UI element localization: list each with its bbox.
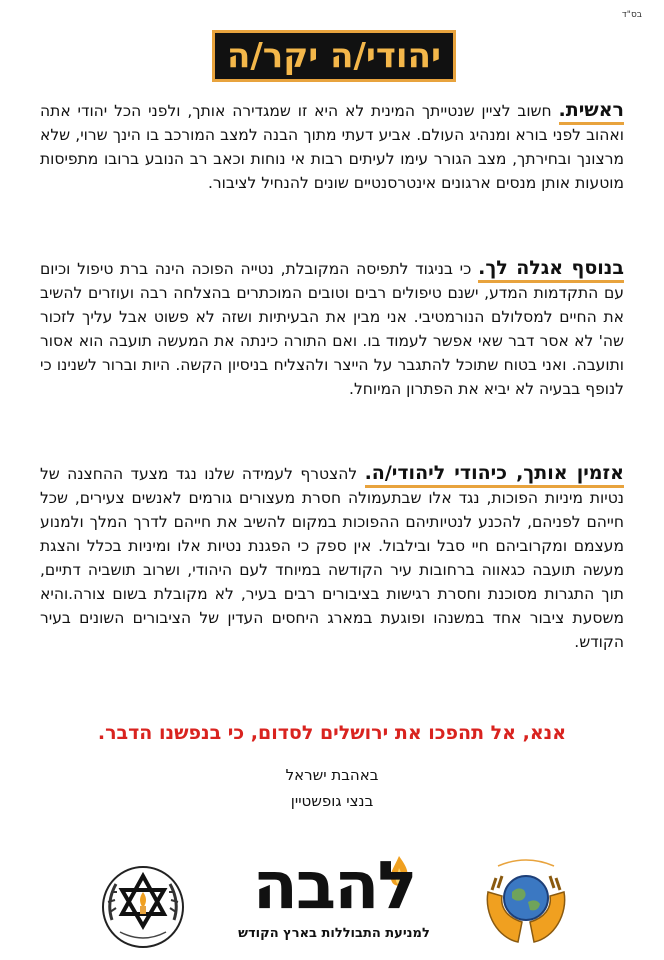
hands-holding-globe-icon: [478, 852, 574, 950]
signature-name: בנצי גופשטיין: [290, 792, 374, 810]
paragraph-first: [40, 98, 624, 195]
bsd-mark: בס"ד: [621, 10, 642, 20]
paragraph-text: כי בניגוד לתפיסה המקובלת, נטייה הפוכה הינה ברת טיפול וכיום עם התקדמות המדע, ישנם טיפולים רבים וטובים המוכתרים בהצלחה רבה ועוזרים להשיב את החיים למסלולם הנורמטיבי. אני מבין את הבעיתיות ושזה לא פשוט אבל עליך לזכור שה' לא אסר דבר שאי אפשר לעמוד בו. ואם התורה כינתה את המעשה תועבה הוא אסור ותועבה. ואני בטוח שתוכל להתגבר על הייצר ולהצליח בניסיון הקשה. היות וברור לשנינו כי לנופף בבעיה לא יביא את הפתרון המיוחל.: [40, 260, 624, 398]
paragraph-text: חשוב לציין שנטייתך המינית לא היא זו שמגדירה אותך, ולפני הכל יהודי אתה ואהוב לפני בורא ומנהיג העולם. אביע דעתי מתוך הבנה למצב המורכב בו הינך שרוי, שלא מרצונך ובחירתך, מצב הגורר עימו לעיתים רבות אי נוחות וכאב רב הנובע ברובו מתפיסות מוטעות אותן מנסים ארגונים אינטרסנטיים שונים להנחיל לציבור.: [40, 102, 624, 192]
paragraph-text: להצטרף לעמידה שלנו נגד מצעד ההחצנה של נטיות מיניות הפוכות, נגד אלו שבתעמולה חסרת מעצורים גורמים לאנשים צעירים, שכל חייהם לפניהם, להכנע לנטיותיהם ההפוכות במקום להשיב את חייהם לדרך המלך ולמנוע מעצמם ומקרוביהם חיי סבל ובילבול. אין ספק כי הפגנת נטיות אלו ומיניות בכלל והצגת מעשה תועבה כגאווה ברחובות עיר הקודשה במיוחד לעם היהודי, ושרוב תושביה דתיים, תוך התגרות מסוכנת וחסרת רגישות בציבורים רבים בעיר, לא מקובלת בשום צורה.והיא משסעת ציבור אחד במשנהו ופוגעת במארג היחסים העדין של הציבורים השונים בעיר הקודש.: [40, 465, 624, 651]
signature-greeting: באהבת ישראל: [285, 766, 379, 784]
lehava-logo-subtitle: למניעת התבוללות בארץ הקודש: [238, 926, 430, 941]
closing-plea: אנא, אל תהפכו את ירושלים לסדום, כי בנפשנו הדבר.: [97, 722, 567, 744]
paragraph-third: [40, 461, 624, 654]
paragraph-second: [40, 256, 624, 401]
lehava-logo-title: להבה: [252, 847, 416, 924]
title-banner: [212, 30, 456, 82]
page-title: יהודי/ה יקר/ה: [227, 36, 441, 76]
star-of-david-emblem-icon: [98, 862, 188, 952]
paragraph-lead: אזמין אותך, כיהודי ליהודי/ה.: [365, 462, 624, 488]
paragraph-lead: בנוסף אגלה לך.: [478, 257, 624, 283]
paragraph-lead: ראשית.: [559, 99, 624, 125]
lehava-logo: [210, 847, 458, 950]
